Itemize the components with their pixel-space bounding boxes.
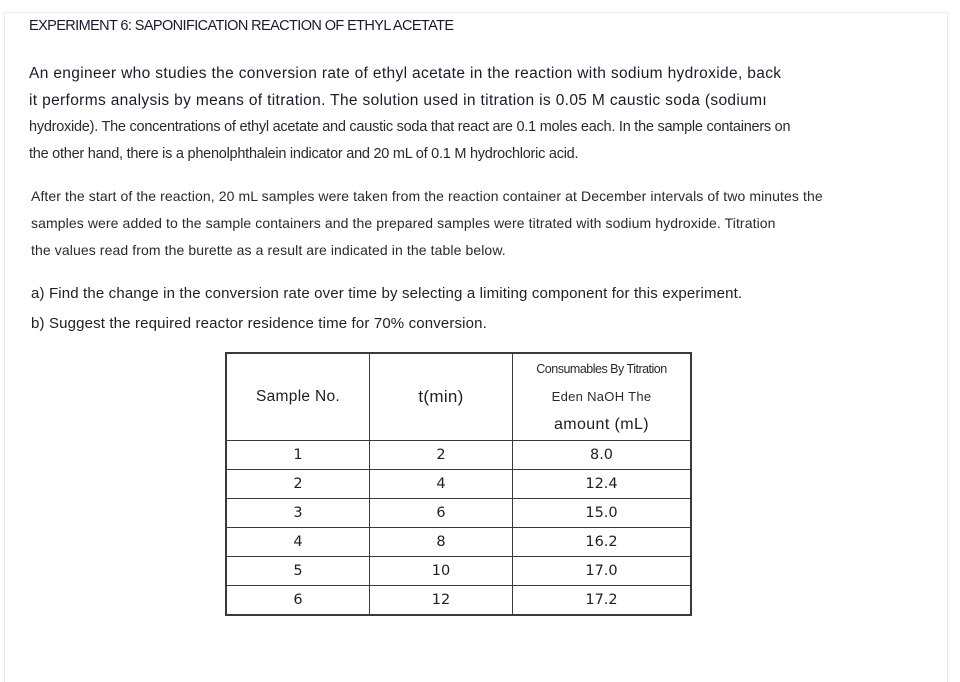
cell-time: 12	[370, 586, 513, 616]
cell-time: 8	[370, 528, 513, 557]
cell-sample: 4	[226, 528, 370, 557]
question-list	[31, 279, 742, 339]
cell-sample: 6	[226, 586, 370, 616]
table-row	[226, 470, 691, 499]
cell-volume: 12.4	[513, 470, 692, 499]
paragraph-line: samples were added to the sample containers and the prepared samples were titrated with sodium hydroxide. Titration	[31, 215, 776, 231]
paragraph-line: After the start of the reaction, 20 mL samples were taken from the reaction container at December intervals of two minutes the	[31, 188, 823, 204]
titration-data-table	[225, 352, 692, 616]
question-b: b) Suggest the required reactor residence time for 70% conversion.	[31, 315, 487, 332]
question-a: a) Find the change in the conversion rate over time by selecting a limiting component for this experiment.	[31, 285, 743, 302]
table-row	[226, 499, 691, 528]
cell-sample: 3	[226, 499, 370, 528]
table-row	[226, 586, 691, 616]
paragraph-line: hydroxide). The concentrations of ethyl acetate and caustic soda that react are 0.1 moles each. In the sample containers on	[29, 119, 791, 135]
cell-volume: 17.0	[513, 557, 692, 586]
problem-paragraph-intro	[29, 61, 909, 167]
table-row	[226, 441, 691, 470]
cell-volume: 8.0	[513, 441, 692, 470]
table-row	[226, 557, 691, 586]
cell-sample: 5	[226, 557, 370, 586]
cell-time: 6	[370, 499, 513, 528]
header-time: t(min)	[370, 353, 513, 441]
header-naoh-volume-line3: amount (mL)	[553, 415, 650, 433]
cell-volume: 17.2	[513, 586, 692, 616]
problem-paragraph-procedure	[31, 183, 823, 264]
paragraph-line: it performs analysis by means of titration. The solution used in titration is 0.05 M caustic soda (sodiumı	[29, 91, 768, 109]
paragraph-line: the values read from the burette as a result are indicated in the table below.	[31, 242, 506, 258]
paragraph-line: An engineer who studies the conversion rate of ethyl acetate in the reaction with sodium hydroxide, back	[29, 65, 782, 82]
cell-sample: 2	[226, 470, 370, 499]
paragraph-line: the other hand, there is a phenolphthalein indicator and 20 mL of 0.1 M hydrochloric acid.	[29, 145, 579, 162]
table-header-row	[226, 353, 691, 441]
document-title: EXPERIMENT 6: SAPONIFICATION REACTION OF ETHYL ACETATE	[29, 18, 454, 34]
cell-time: 10	[370, 557, 513, 586]
cell-volume: 15.0	[513, 499, 692, 528]
cell-volume: 16.2	[513, 528, 692, 557]
cell-time: 2	[370, 441, 513, 470]
table-row	[226, 528, 691, 557]
header-naoh-volume	[513, 353, 692, 441]
header-naoh-volume-line1: Consumables By Titration	[536, 361, 667, 376]
header-naoh-volume-line2: Eden NaOH The	[551, 388, 652, 404]
cell-time: 4	[370, 470, 513, 499]
header-sample-no: Sample No.	[226, 353, 370, 441]
cell-sample: 1	[226, 441, 370, 470]
